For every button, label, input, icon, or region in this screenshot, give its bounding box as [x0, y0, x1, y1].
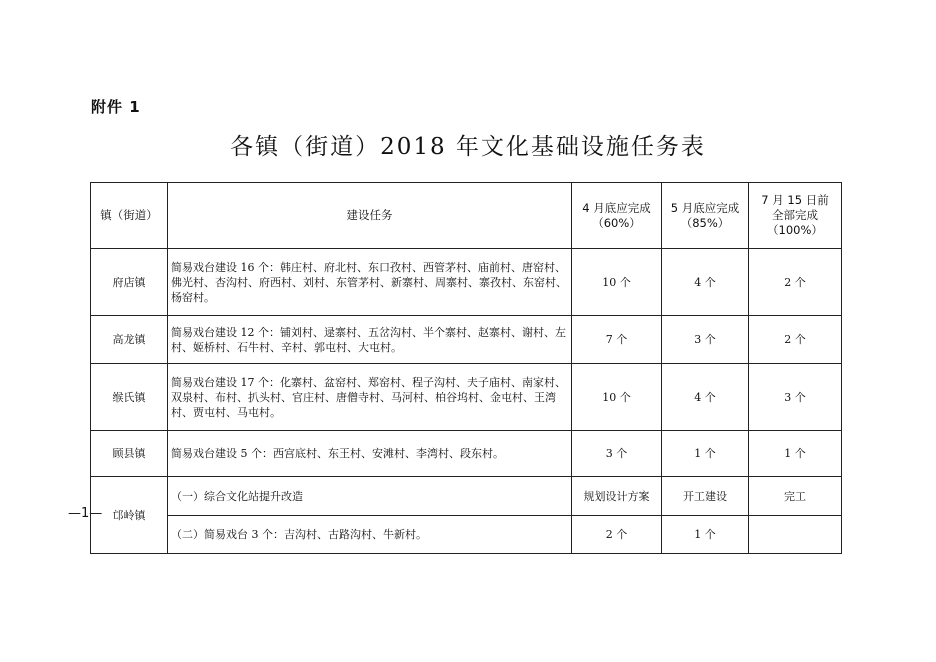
may-cell: 1 个 — [662, 516, 749, 554]
header-may-line1: 5 月底应完成 — [670, 200, 740, 215]
task-cell: （二）简易戏台 3 个：吉沟村、古路沟村、牛新村。 — [168, 516, 572, 554]
header-april — [572, 183, 662, 249]
header-may-line2: （85%） — [680, 215, 730, 230]
header-july-line1: 7 月 15 日前 — [761, 193, 829, 207]
may-cell: 4 个 — [662, 364, 749, 431]
table-row — [91, 431, 842, 477]
document-title: 各镇（街道）2018 年文化基础设施任务表 — [230, 134, 706, 160]
header-april-line2: （60%） — [592, 215, 641, 230]
task-table — [90, 182, 842, 554]
july-cell: 2 个 — [749, 316, 842, 364]
july-cell: 1 个 — [749, 431, 842, 477]
april-cell: 2 个 — [572, 516, 662, 554]
table-header-row — [91, 183, 842, 249]
april-cell: 10 个 — [572, 249, 662, 316]
table-row — [91, 364, 842, 431]
page-number: —1— — [68, 506, 103, 521]
town-cell: 府店镇 — [91, 249, 168, 316]
header-july-line3: （100%） — [767, 223, 823, 237]
task-cell: 简易戏台建设 17 个：化寨村、盆窑村、郑窑村、程子沟村、夫子庙村、南家村、双泉村、布村、扒头村、官庄村、唐僧寺村、马河村、柏谷坞村、金屯村、王湾村、贾屯村、马屯村。 — [168, 364, 572, 431]
header-town: 镇（街道） — [91, 183, 168, 249]
town-cell: 顾县镇 — [91, 431, 168, 477]
april-cell: 规划设计方案 — [572, 477, 662, 516]
april-cell: 10 个 — [572, 364, 662, 431]
july-cell: 完工 — [749, 477, 842, 516]
task-cell: （一）综合文化站提升改造 — [168, 477, 572, 516]
town-cell: 邙岭镇 — [91, 477, 168, 554]
header-april-line1: 4 月底应完成 — [582, 200, 651, 215]
header-july-line2: 全部完成 — [772, 208, 818, 222]
may-cell: 1 个 — [662, 431, 749, 477]
town-cell: 缑氏镇 — [91, 364, 168, 431]
task-cell: 简易戏台建设 16 个：韩庄村、府北村、东口孜村、西管茅村、庙前村、唐窑村、佛光村、杏沟村、府西村、刘村、东管茅村、新寨村、周寨村、寨孜村、东窑村、杨窑村。 — [168, 249, 572, 316]
table-row — [91, 249, 842, 316]
may-cell: 3 个 — [662, 316, 749, 364]
july-cell: 3 个 — [749, 364, 842, 431]
table-row — [91, 516, 842, 554]
task-cell: 简易戏台建设 12 个：铺刘村、逯寨村、五岔沟村、半个寨村、赵寨村、谢村、左村、姬桥村、石牛村、辛村、郭屯村、大屯村。 — [168, 316, 572, 364]
attachment-label: 附件 1 — [91, 98, 141, 116]
header-task: 建设任务 — [168, 183, 572, 249]
july-cell — [749, 516, 842, 554]
header-july — [749, 183, 842, 249]
april-cell: 3 个 — [572, 431, 662, 477]
may-cell: 开工建设 — [662, 477, 749, 516]
may-cell: 4 个 — [662, 249, 749, 316]
table-row — [91, 477, 842, 516]
town-cell: 高龙镇 — [91, 316, 168, 364]
april-cell: 7 个 — [572, 316, 662, 364]
task-cell: 简易戏台建设 5 个：西宫底村、东王村、安滩村、李湾村、段东村。 — [168, 431, 572, 477]
july-cell: 2 个 — [749, 249, 842, 316]
header-may — [662, 183, 749, 249]
table-row — [91, 316, 842, 364]
